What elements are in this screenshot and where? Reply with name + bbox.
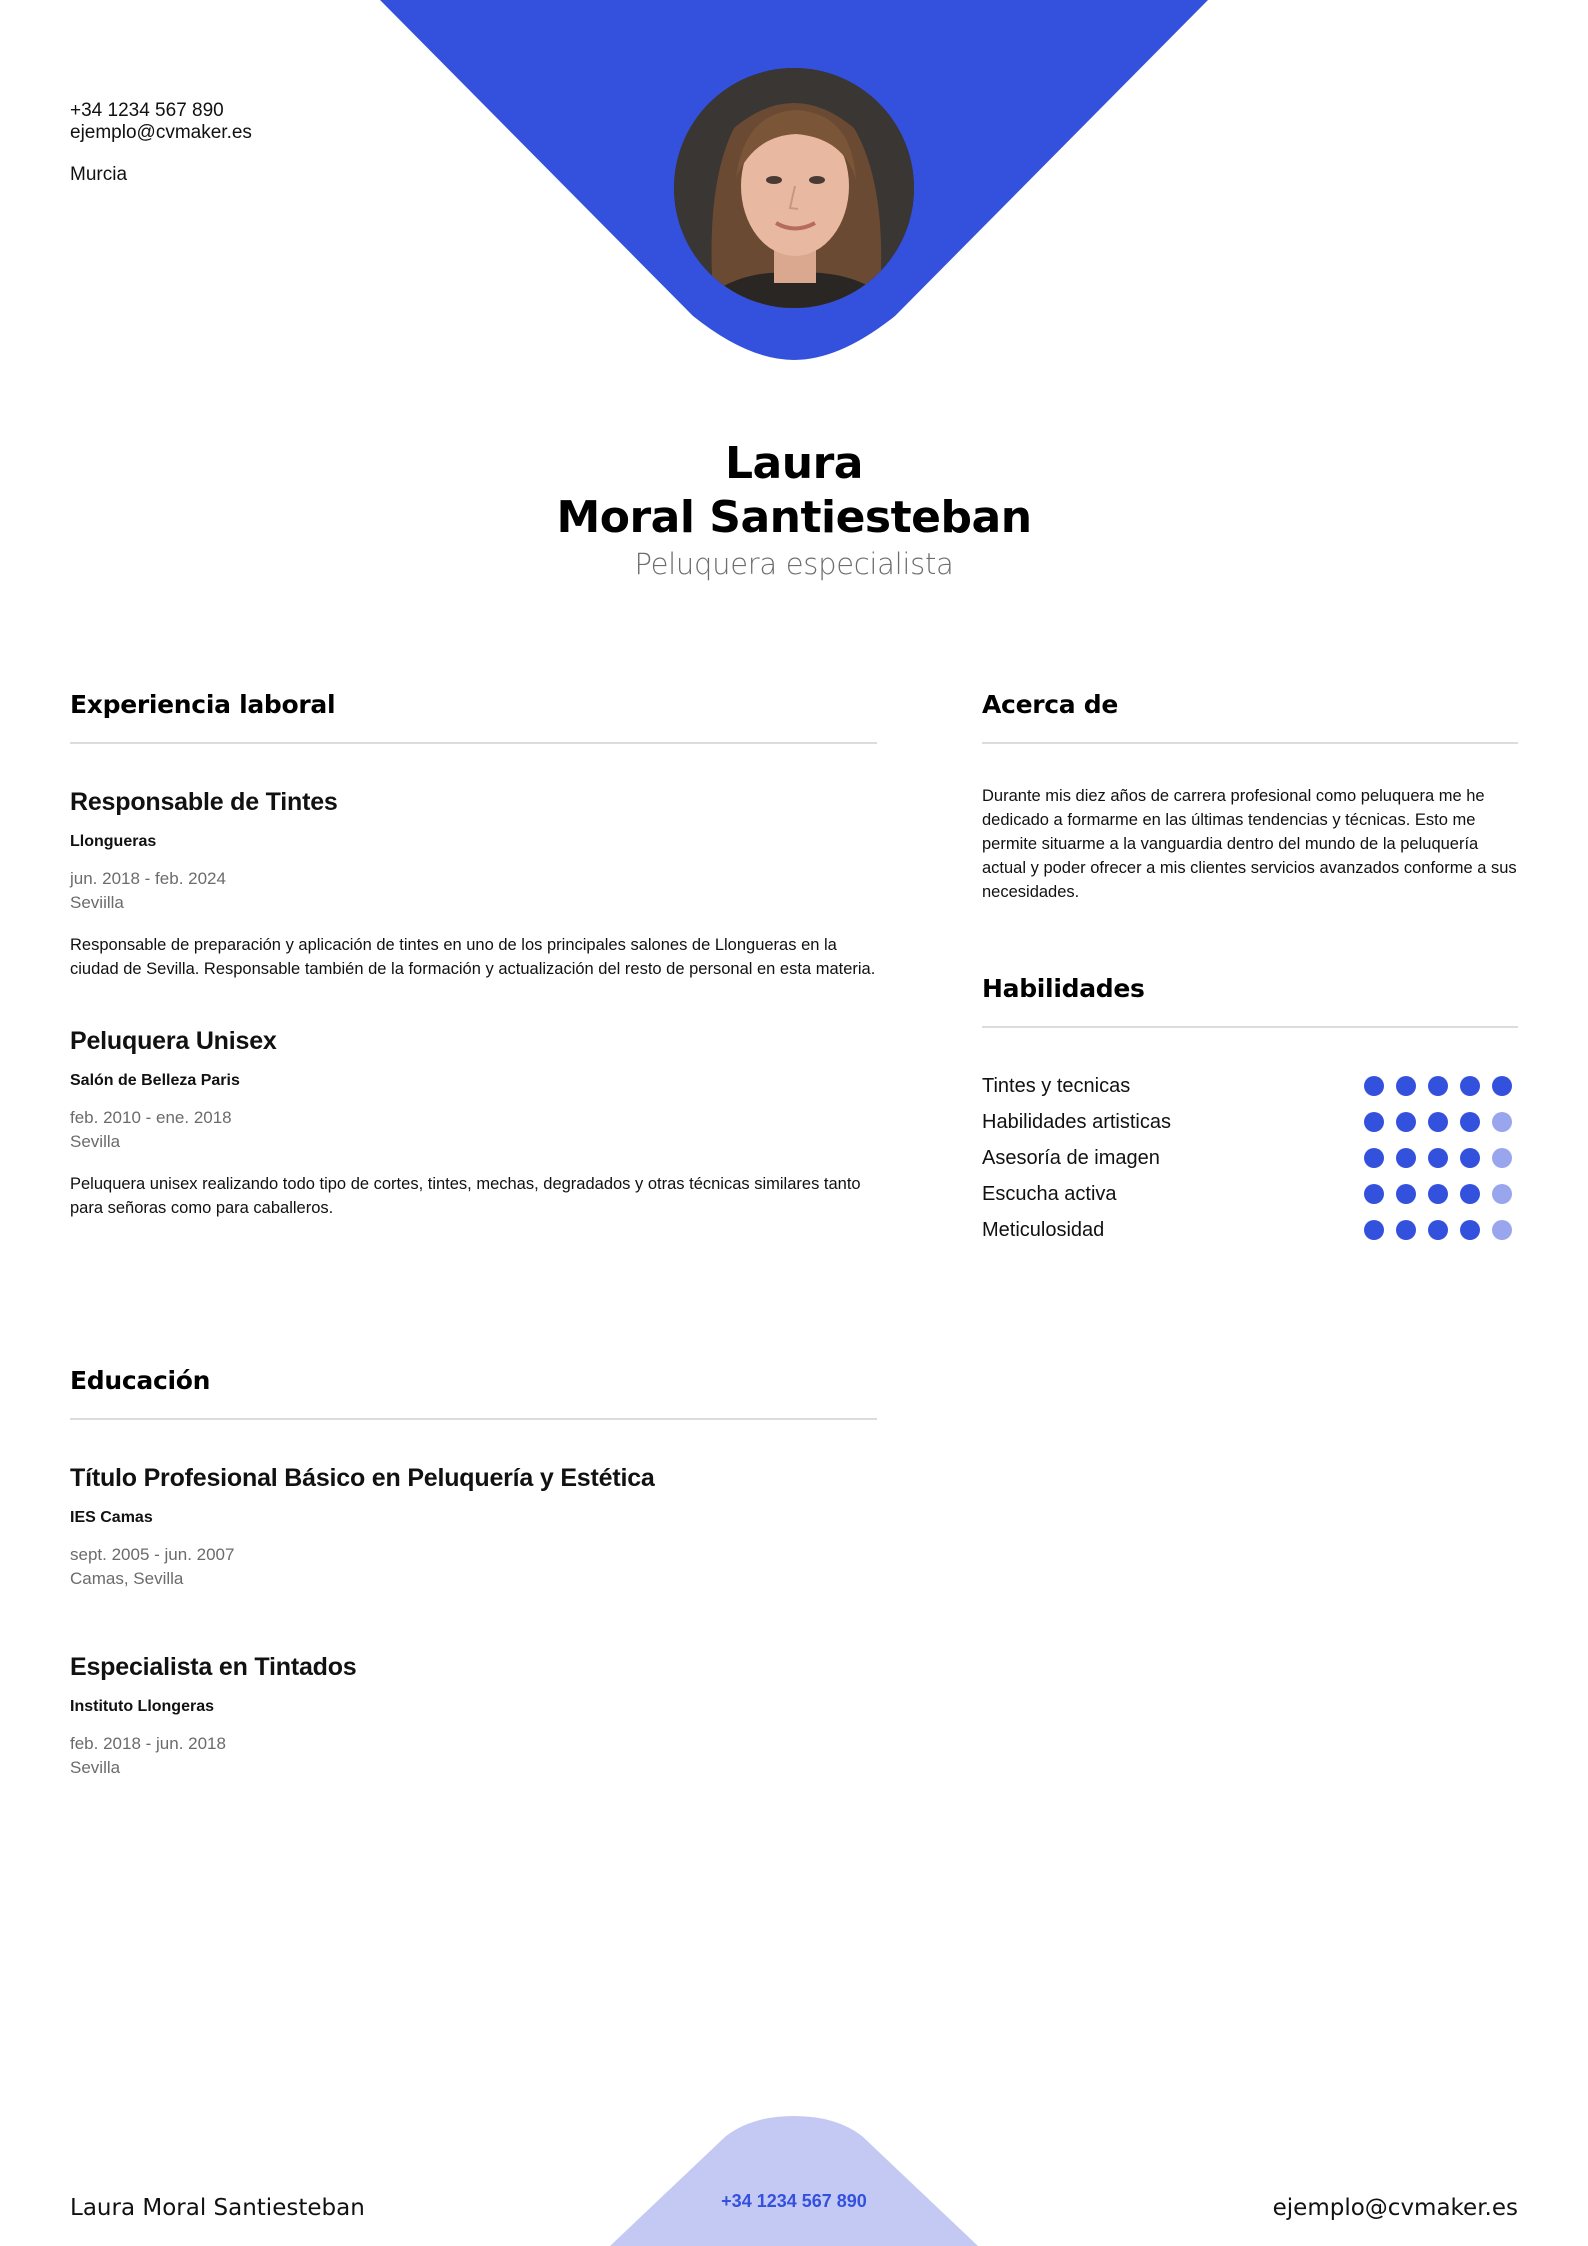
skill-dot-filled <box>1364 1112 1384 1132</box>
skills-section <box>982 974 1518 1248</box>
skill-dot-filled <box>1396 1112 1416 1132</box>
education-divider <box>70 1418 877 1420</box>
education-title: Educación <box>70 1366 211 1395</box>
education-entry <box>70 1653 877 1780</box>
skill-dot-filled <box>1364 1148 1384 1168</box>
skill-dot-filled <box>1492 1076 1512 1096</box>
skill-dot-filled <box>1364 1184 1384 1204</box>
about-text: Durante mis diez años de carrera profesional como peluquera me he dedicado a formarme en las últimas tendencias y técnicas. Esto me permite situarme a la vanguardia dentro del mundo de la peluquería actual y poder ofrecer a mis clientes servicios avanzados conforme a sus necesidades. <box>982 787 1517 901</box>
skills-list <box>982 1068 1518 1248</box>
skill-name: Habilidades artisticas <box>982 1110 1171 1133</box>
skill-level-dots <box>1364 1112 1512 1132</box>
experience-description: Responsable de preparación y aplicación de tintes en uno de los principales salones de Llongueras en la ciudad de Sevilla. Responsable también de la formación y actualización del resto de personal en esta materia. <box>70 936 876 978</box>
experience-title: Experiencia laboral <box>70 690 336 719</box>
experience-dates: jun. 2018 - feb. 2024 <box>70 869 226 888</box>
experience-dates: feb. 2010 - ene. 2018 <box>70 1108 232 1127</box>
skill-dot-filled <box>1396 1148 1416 1168</box>
contact-info <box>70 100 252 186</box>
skill-dot-filled <box>1460 1076 1480 1096</box>
skill-dot-filled <box>1396 1220 1416 1240</box>
footer-phone: +34 1234 567 890 <box>721 2191 867 2211</box>
footer-name: Laura Moral Santiesteban <box>70 2195 365 2221</box>
education-location: Sevilla <box>70 1758 121 1777</box>
skill-level-dots <box>1364 1184 1512 1204</box>
experience-company: Salón de Belleza Paris <box>70 1072 240 1089</box>
education-location: Camas, Sevilla <box>70 1569 184 1588</box>
skill-dot-empty <box>1492 1112 1512 1132</box>
skill-dot-filled <box>1428 1184 1448 1204</box>
about-title: Acerca de <box>982 690 1118 719</box>
experience-entry <box>70 1027 877 1220</box>
skill-dot-filled <box>1396 1184 1416 1204</box>
experience-section <box>70 690 877 1220</box>
education-school: Instituto Llongeras <box>70 1698 214 1715</box>
skill-name: Tintes y tecnicas <box>982 1074 1131 1097</box>
experience-role: Peluquera Unisex <box>70 1027 277 1055</box>
experience-divider <box>70 742 877 744</box>
about-divider <box>982 742 1518 744</box>
skill-row <box>982 1212 1518 1248</box>
skill-dot-filled <box>1460 1220 1480 1240</box>
contact-phone: +34 1234 567 890 <box>70 100 224 121</box>
experience-entry <box>70 788 877 981</box>
skill-dot-filled <box>1460 1148 1480 1168</box>
skill-dot-filled <box>1396 1076 1416 1096</box>
first-name: Laura <box>725 438 863 489</box>
skill-dot-filled <box>1460 1112 1480 1132</box>
skill-dot-empty <box>1492 1220 1512 1240</box>
skill-row <box>982 1104 1518 1140</box>
skill-dot-filled <box>1364 1076 1384 1096</box>
experience-company: Llongueras <box>70 833 157 850</box>
skills-divider <box>982 1026 1518 1028</box>
skill-name: Meticulosidad <box>982 1218 1105 1241</box>
skill-row <box>982 1140 1518 1176</box>
profile-photo <box>674 68 914 308</box>
skill-dot-filled <box>1428 1076 1448 1096</box>
footer-email: ejemplo@cvmaker.es <box>1272 2195 1518 2221</box>
contact-email: ejemplo@cvmaker.es <box>70 122 252 143</box>
skill-name: Escucha activa <box>982 1182 1117 1205</box>
education-degree: Especialista en Tintados <box>70 1653 357 1681</box>
skill-dot-filled <box>1428 1220 1448 1240</box>
skill-level-dots <box>1364 1076 1512 1096</box>
experience-description: Peluquera unisex realizando todo tipo de cortes, tintes, mechas, degradados y otras técnicas similares tanto para señoras como para caballeros. <box>70 1175 861 1217</box>
experience-location: Sevilla <box>70 1132 121 1151</box>
skill-dot-empty <box>1492 1184 1512 1204</box>
skill-row <box>982 1176 1518 1212</box>
contact-city: Murcia <box>70 164 128 185</box>
skill-dot-filled <box>1428 1112 1448 1132</box>
skills-title: Habilidades <box>982 974 1145 1003</box>
about-section <box>982 690 1518 904</box>
education-dates: feb. 2018 - jun. 2018 <box>70 1734 226 1753</box>
education-section <box>70 1366 877 1780</box>
skill-dot-empty <box>1492 1148 1512 1168</box>
skill-row <box>982 1068 1518 1104</box>
experience-role: Responsable de Tintes <box>70 788 338 816</box>
education-dates: sept. 2005 - jun. 2007 <box>70 1545 235 1564</box>
skill-level-dots <box>1364 1220 1512 1240</box>
footer-shape <box>600 2116 988 2246</box>
skill-dot-filled <box>1460 1184 1480 1204</box>
skill-name: Asesoría de imagen <box>982 1146 1160 1169</box>
skill-dot-filled <box>1428 1148 1448 1168</box>
skill-dot-filled <box>1364 1220 1384 1240</box>
education-entry <box>70 1464 877 1591</box>
education-degree: Título Profesional Básico en Peluquería y Estética <box>70 1464 655 1492</box>
skill-level-dots <box>1364 1148 1512 1168</box>
experience-location: Seviilla <box>70 893 124 912</box>
profile-header <box>0 437 1588 581</box>
last-name: Moral Santiesteban <box>556 492 1032 543</box>
job-title: Peluquera especialista <box>634 547 954 581</box>
education-school: IES Camas <box>70 1509 153 1526</box>
